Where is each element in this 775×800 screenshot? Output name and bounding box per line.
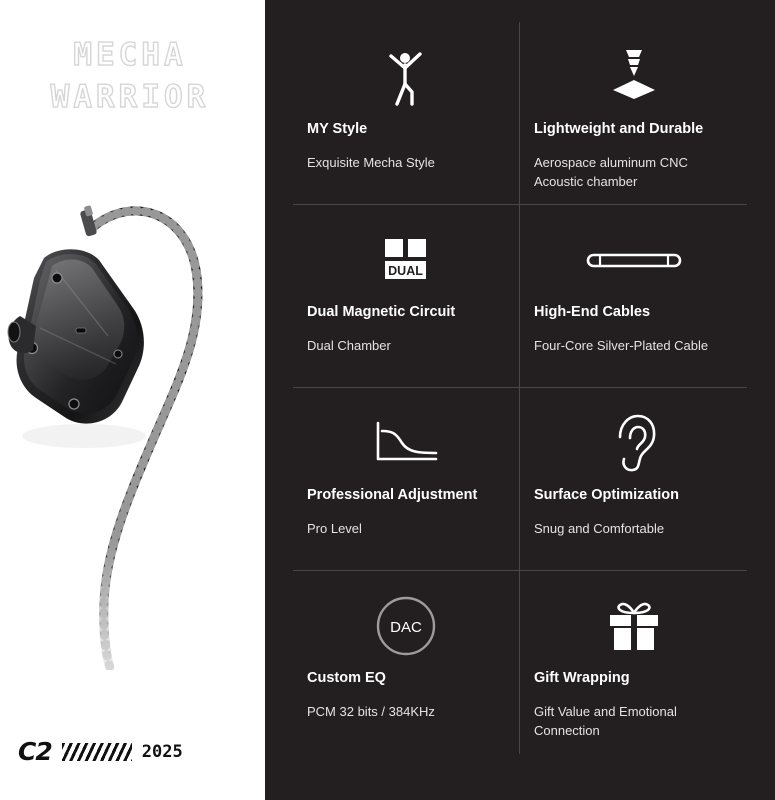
feature-cell-lightweight-durable <box>520 22 747 205</box>
feature-cell-surface-optimization <box>520 388 747 571</box>
brand-title <box>8 36 252 117</box>
feature-title: Dual Magnetic Circuit <box>307 304 456 320</box>
features-panel <box>265 0 775 800</box>
left-panel <box>0 0 260 800</box>
feature-desc: PCM 32 bits / 384KHz <box>307 704 435 720</box>
feature-desc: Pro Level <box>307 521 362 537</box>
model-label: C2 <box>18 737 52 766</box>
earphone-shell <box>17 249 144 423</box>
frequency-curve-icon <box>307 406 505 480</box>
feature-title: Surface Optimization <box>534 487 680 503</box>
ear-icon <box>534 406 733 480</box>
feature-title: MY Style <box>307 121 368 137</box>
hatched-stripes-icon <box>62 743 132 761</box>
feature-desc: Dual Chamber <box>307 338 391 354</box>
year-label: 2025 <box>141 741 183 762</box>
brand-title-line-2: WARRIOR <box>50 78 210 115</box>
feature-cell-my-style <box>293 22 520 205</box>
feature-grid <box>293 22 747 754</box>
feature-desc: Gift Value and Emotional Connection <box>534 704 677 738</box>
cnc-machine-icon <box>534 40 733 114</box>
feature-cell-dual-magnetic-circuit <box>293 205 520 388</box>
feature-title: Lightweight and Durable <box>534 121 704 137</box>
feature-title: Custom EQ <box>307 670 386 686</box>
brand-title-line-1: MECHA <box>73 37 187 73</box>
feature-title: High-End Cables <box>534 304 651 320</box>
feature-cell-high-end-cables <box>520 205 747 388</box>
feature-title: Professional Adjustment <box>307 487 478 503</box>
person-raising-arms-icon <box>307 40 505 114</box>
svg-text:DAC: DAC <box>390 619 422 636</box>
cable-icon <box>534 223 733 297</box>
footer-badge <box>18 737 183 766</box>
feature-desc: Four-Core Silver-Plated Cable <box>534 338 709 354</box>
dac-circle-icon <box>307 589 505 663</box>
dual-magnet-icon <box>307 223 505 297</box>
feature-cell-custom-eq <box>293 571 520 754</box>
feature-desc: Aerospace aluminum CNC Acoustic chamber <box>534 155 688 189</box>
feature-title: Gift Wrapping <box>534 670 630 686</box>
product-image <box>0 150 260 670</box>
feature-cell-professional-adjustment <box>293 388 520 571</box>
feature-desc: Snug and Comfortable <box>534 521 665 537</box>
feature-cell-gift-wrapping <box>520 571 747 754</box>
svg-text:DUAL: DUAL <box>388 264 423 278</box>
feature-desc: Exquisite Mecha Style <box>307 155 435 171</box>
gift-box-icon <box>534 589 733 663</box>
